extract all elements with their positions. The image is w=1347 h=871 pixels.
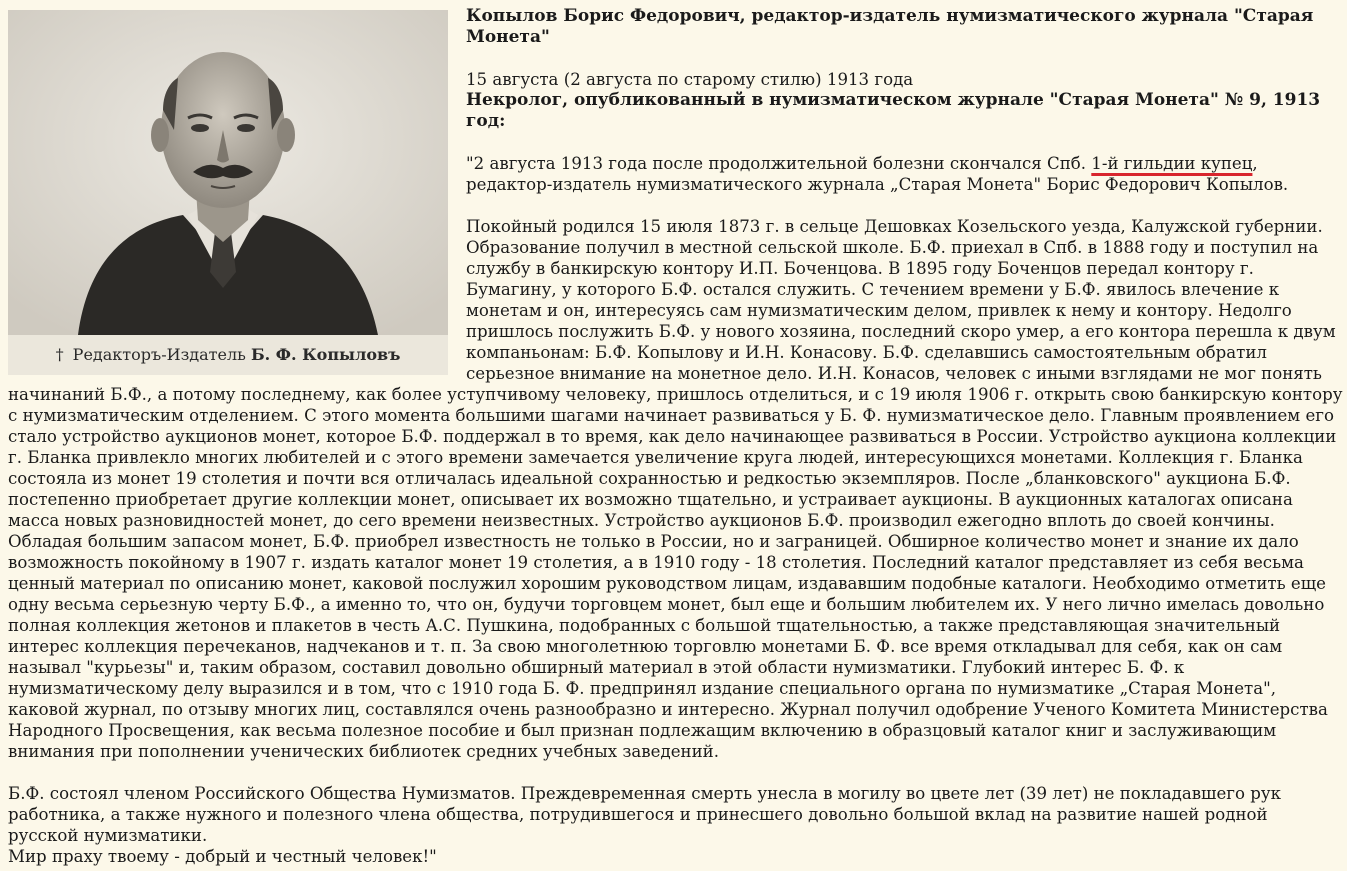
article-title: Копылов Борис Федорович, редактор-издатель нумизматического журнала "Старая Монета" [466, 6, 1314, 47]
p1-before: "2 августа 1913 года после продолжительной болезни скончался Спб. [466, 154, 1092, 173]
paragraph-3: Б.Ф. состоял членом Российского Общества Нумизматов. Преждевременная смерть унесла в могилу во цвете лет (39 лет) не покладавшего рук работника, а также нужного и полезного члена общества, потрудившегося и принесшего довольно большой вклад на развитие нашей родной русской нумизматики. [8, 784, 1282, 845]
portrait-image [8, 10, 448, 335]
paragraph-2: Покойный родился 15 июля 1873 г. в сельце Дешовках Козельского уезда, Калужской губернии. Образование получил в местной сельской школе. Б.Ф. приехал в Спб. в 1888 году и поступил на службу в банкирскую контору И.П. Боченцова. В 1895 году Боченцов передал контору г. Бумагину, у которого Б.Ф. остался служить. С течением времени у Б.Ф. явилось влечение к монетам и он, интересуясь сам нумизматическим делом, привлек к нему и контору. Недолго пришлось послужить Б.Ф. у нового хозяина, последний скоро умер, а его контора перешла к двум компаньонам: Б.Ф. Копылову и И.Н. Конасову. Б.Ф. сделавшись самостоятельным обратил серьезное внимание на монетное дело. И.Н. Конасов, человек с иными взглядами не мог понять начинаний Б.Ф., а потому последнему, как более уступчивому человеку, пришлось отделиться, и с 19 июля 1906 г. открыть свою банкирскую контору с нумизматическим отделением. С этого момента большими шагами начинает развиваться у Б. Ф. нумизматическое дело. Главным проявлением его стало устройство аукционов монет, которое Б.Ф. поддержал в то время, как дело начинающее развиваться в России. Устройство аукциона коллекции г. Бланка привлекло многих любителей и с этого времени замечается увеличение круга людей, интересующихся монетами. Коллекция г. Бланка состояла из монет 19 столетия и почти вся отличалась идеальной сохранностью и редкостью экземпляров. После „бланковского" аукциона Б.Ф. постепенно приобретает другие коллекции монет, описывает их возможно тщательно, и устраивает аукционы. В аукционных каталогах описана масса новых разновидностей монет, до сего времени неизвестных. Устройство аукционов Б.Ф. производил ежегодно вплоть до своей кончины. Обладая большим запасом монет, Б.Ф. приобрел известность не только в России, но и заграницей. Обширное количество монет и знание их дало возможность покойному в 1907 г. издать каталог монет 19 столетия, а в 1910 году - 18 столетия. Последний каталог представляет из себя весьма ценный материал по описанию монет, каковой послужил хорошим руководством лицам, издававшим подобные каталоги. Необходимо отметить еще одну весьма серьезную черту Б.Ф., а именно то, что он, будучи торговцем монет, был еще и большим любителем их. У него лично имелась довольно полная коллекция жетонов и плакетов в честь А.С. Пушкина, подобранных с большой тщательностью, а также представляющая значительный интерес коллекция перечеканов, надчеканов и т. п. За свою многолетнюю торговлю монетами Б. Ф. все время откладывал для себя, как он сам называл "курьезы" и, таким образом, составил довольно обширный материал в этой области нумизматики. Глубокий интерес Б. Ф. к нумизматическому делу выразился и в том, что с 1910 года Б. Ф. предпринял издание специального органа по нумизматике „Старая Монета", каковой журнал, по отзыву многих лиц, составлялся очень разнообразно и интересно. Журнал получил одобрение Ученого Комитета Министерства Народного Просвещения, как весьма полезное пособие и был признан подлежащим включению в образцовый каталог книг и заслуживающим внимания при пополнении ученических библиотек средних учебных заведений. [8, 217, 1343, 761]
p1-after: , редактор-издатель нумизматического журнала „Старая Монета" Борис Федорович Копылов. [466, 154, 1289, 194]
article-subheading: Некролог, опубликованный в нумизматическом журнале "Старая Монета" № 9, 1913 год: [466, 90, 1321, 131]
portrait-caption [8, 335, 448, 375]
caption-name: Б. Ф. Копыловъ [250, 345, 401, 364]
article-date: 15 августа (2 августа по старому стилю) 1913 года [466, 70, 914, 89]
portrait-photo [8, 10, 448, 375]
p1-highlight: 1-й гильдии купец [1091, 154, 1253, 173]
paragraph-4: Мир праху твоему - добрый и честный человек!" [8, 847, 437, 866]
caption-prefix: Редакторъ-Издатель [72, 345, 246, 364]
caption-cross: † [55, 345, 64, 364]
